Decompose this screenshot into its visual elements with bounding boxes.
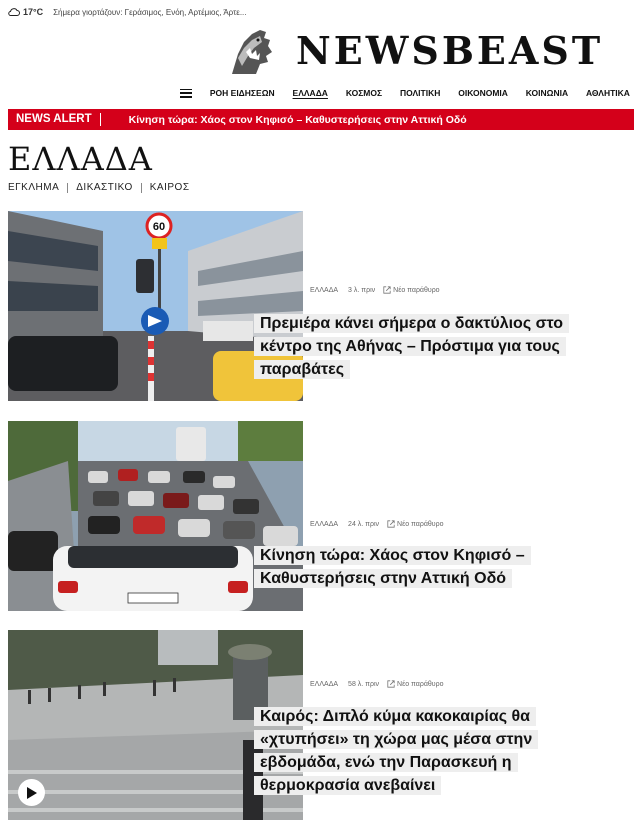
external-link-icon: [387, 520, 395, 528]
cloud-icon: [8, 7, 20, 17]
article-headline[interactable]: [254, 544, 614, 590]
subnav-divider: [67, 183, 68, 193]
nav-item-sports[interactable]: ΑΘΛΗΤΙΚΑ: [585, 88, 630, 98]
new-window-label: Νέο παράθυρο: [397, 520, 444, 528]
nameday-text: Σήμερα γιορτάζουν: Γεράσιμος, Ενόη, Αρτέμιος, Άρτε...: [53, 7, 247, 17]
external-link-icon: [387, 680, 395, 688]
news-alert-link[interactable]: Κίνηση τώρα: Χάος στον Κηφισό – Καθυστερήσεις στην Αττική Οδό: [128, 113, 467, 126]
menu-icon[interactable]: [180, 89, 192, 98]
article-headline-text: Καιρός: Διπλό κύμα κακοκαιρίας θα «χτυπήσει» τη χώρα μας μέσα στην εβδομάδα, ενώ την Παρασκευή η θερμοκρασία ανεβαίνει: [254, 707, 538, 795]
new-window-link[interactable]: [387, 680, 443, 688]
play-icon: [27, 787, 37, 799]
article-time: 58 λ. πριν: [348, 680, 380, 688]
speed-limit-text: 60: [152, 221, 166, 233]
article-time: 3 λ. πριν: [348, 286, 376, 294]
article-meta: [310, 680, 443, 688]
article-headline[interactable]: [254, 705, 614, 797]
article-card: [8, 211, 634, 401]
nav-item-economy[interactable]: ΟΙΚΟΝΟΜΙΑ: [458, 88, 508, 98]
article-headline[interactable]: [254, 312, 614, 381]
temperature: 17°C: [23, 7, 44, 17]
nav-item-politics[interactable]: ΠΟΛΙΤΙΚΗ: [399, 88, 441, 98]
article-category[interactable]: ΕΛΛΑΔΑ: [310, 286, 339, 294]
nav-item-society[interactable]: ΚΟΙΝΩΝΙΑ: [525, 88, 569, 98]
main-nav: [180, 85, 630, 101]
subnav-item-crime[interactable]: ΕΓΚΛΗΜΑ: [8, 182, 60, 193]
nav-item-news-feed[interactable]: ΡΟΗ ΕΙΔΗΣΕΩΝ: [209, 88, 275, 98]
subnav-item-weather[interactable]: ΚΑΙΡΟΣ: [149, 182, 190, 193]
new-window-link[interactable]: [383, 286, 439, 294]
new-window-link[interactable]: [387, 520, 443, 528]
article-headline-text: Κίνηση τώρα: Χάος στον Κηφισό – Καθυστερήσεις στην Αττική Οδό: [254, 546, 531, 588]
article-meta: [310, 286, 440, 294]
logo-text: NEWSBEAST: [296, 28, 604, 73]
subnav-item-judicial[interactable]: ΔΙΚΑΣΤΙΚΟ: [76, 182, 133, 193]
subnav-divider: [141, 183, 142, 193]
nav-item-world[interactable]: ΚΟΣΜΟΣ: [345, 88, 383, 98]
play-video-button[interactable]: [18, 779, 45, 806]
news-alert-bar: [8, 109, 634, 130]
top-bar: [8, 5, 247, 19]
page-title: ΕΛΛΑΔΑ: [8, 140, 153, 178]
section-subnav: [8, 182, 190, 193]
external-link-icon: [383, 286, 391, 294]
article-category[interactable]: ΕΛΛΑΔΑ: [310, 520, 339, 528]
article-category[interactable]: ΕΛΛΑΔΑ: [310, 680, 339, 688]
article-card: [8, 630, 634, 820]
new-window-label: Νέο παράθυρο: [397, 680, 444, 688]
nav-item-greece[interactable]: ΕΛΛΑΔΑ: [292, 88, 328, 98]
article-time: 24 λ. πριν: [348, 520, 380, 528]
site-logo[interactable]: [230, 28, 603, 74]
news-alert-label: NEWS ALERT: [8, 113, 101, 126]
shark-logo-icon: [230, 28, 274, 74]
weather-widget[interactable]: [8, 7, 43, 17]
article-meta: [310, 520, 443, 528]
new-window-label: Νέο παράθυρο: [393, 286, 440, 294]
article-card: [8, 421, 634, 611]
article-headline-text: Πρεμιέρα κάνει σήμερα ο δακτύλιος στο κέντρο της Αθήνας – Πρόστιμα για τους παραβάτες: [254, 314, 569, 379]
